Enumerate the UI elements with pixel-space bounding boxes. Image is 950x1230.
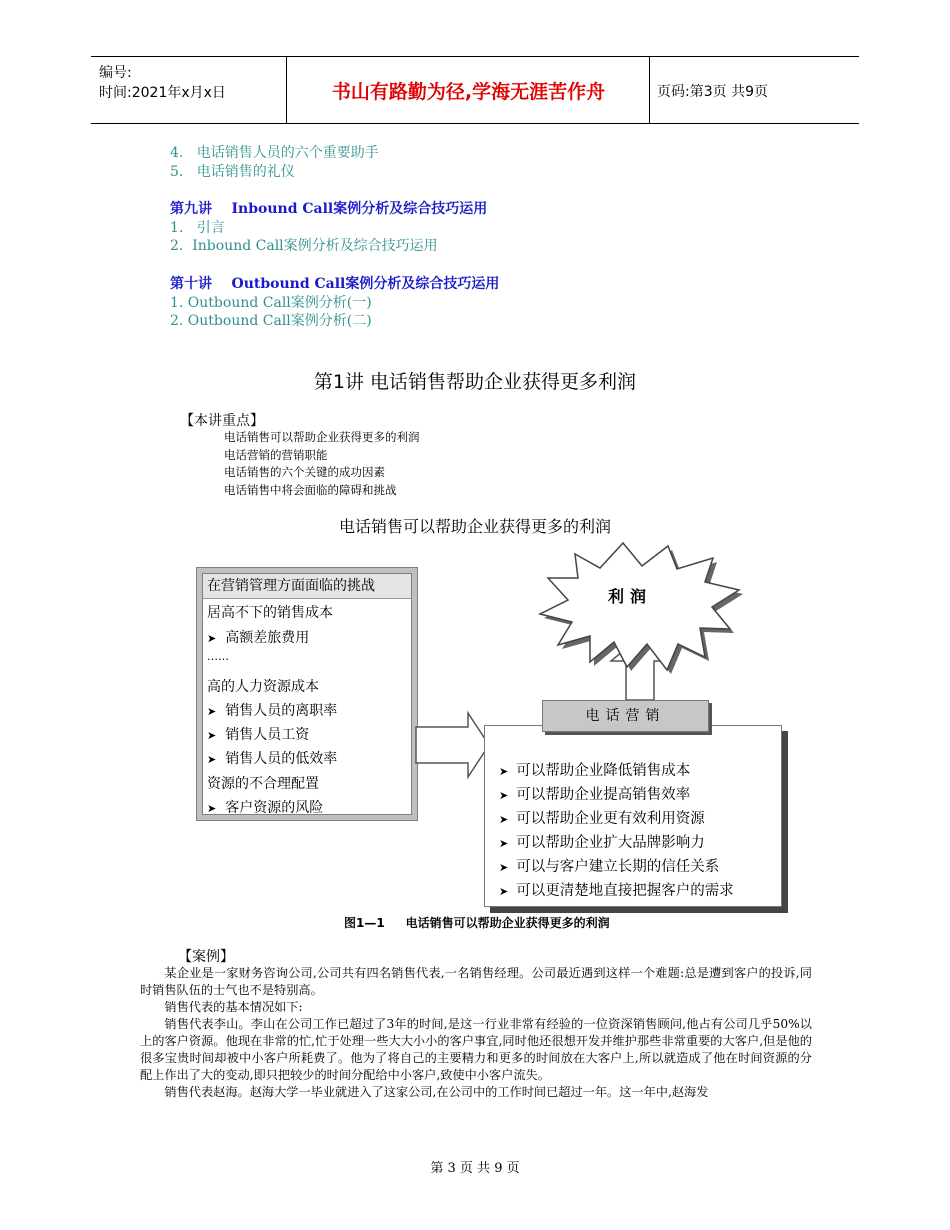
- lecture-title: 第1讲 电话销售帮助企业获得更多利润: [313, 371, 637, 393]
- page-footer: 第 3 页 共 9 页: [430, 1161, 520, 1176]
- benefit-text: 可以帮助企业提高销售效率: [516, 787, 691, 803]
- benefit-text: 可以帮助企业扩大品牌影响力: [516, 835, 705, 851]
- toc-item: 2. Inbound Call案例分析及综合技巧运用: [170, 238, 438, 254]
- challenge-heading: 高的人力资源成本: [207, 679, 319, 695]
- telemarketing-bar: 电话营销: [542, 700, 709, 732]
- benefit-text: 可以更清楚地直接把握客户的需求: [516, 883, 734, 899]
- benefit-text: 可以帮助企业更有效利用资源: [516, 811, 705, 827]
- benefit-item: [499, 879, 734, 900]
- toc-item: 1. Outbound Call案例分析(一): [170, 294, 372, 311]
- toc-item: 5. 电话销售的礼仪: [170, 163, 295, 180]
- benefit-item: [499, 759, 690, 780]
- challenge-ellipsis: ……: [207, 650, 229, 663]
- arrow-icon: ➤: [499, 789, 509, 802]
- focus-item: 电话销售的六个关键的成功因素: [224, 465, 385, 479]
- toc-item: 2. Outbound Call案例分析(二): [170, 313, 372, 329]
- benefits-box: [484, 725, 782, 907]
- case-heading: 【案例】: [178, 949, 234, 965]
- arrow-icon: ➤: [207, 753, 217, 766]
- figure-caption: 图1—1 电话销售可以帮助企业获得更多的利润: [344, 916, 610, 930]
- arrow-icon: ➤: [207, 632, 217, 645]
- profit-label: 利润: [607, 587, 652, 606]
- focus-item: 电话销售中将会面临的障碍和挑战: [224, 482, 397, 497]
- benefit-text: 可以帮助企业降低销售成本: [516, 763, 691, 779]
- challenge-bullet-text: 销售人员工资: [225, 727, 310, 743]
- focus-heading: 【本讲重点】: [180, 413, 264, 429]
- header-page-info: 页码:第3页 共9页: [657, 84, 768, 100]
- challenge-bullet-text: 销售人员的低效率: [225, 751, 338, 767]
- arrow-icon: ➤: [499, 837, 509, 850]
- time-label: 时间:2021年x月x日: [99, 85, 226, 101]
- toc-lecture-title: 第九讲 Inbound Call案例分析及综合技巧运用: [170, 201, 488, 217]
- benefit-item: [499, 831, 705, 852]
- number-label: 编号:: [99, 65, 132, 81]
- header-motto: 书山有路勤为径,学海无涯苦作舟: [331, 81, 606, 103]
- case-paragraph: 销售代表赵海。赵海大学一毕业就进入了这家公司,在公司中的工作时间已超过一年。这一年中,赵海发: [164, 1085, 709, 1099]
- arrow-icon: ➤: [207, 705, 217, 718]
- arrow-icon: ➤: [499, 765, 509, 778]
- challenge-heading: 居高不下的销售成本: [207, 605, 333, 621]
- case-paragraph: 某企业是一家财务咨询公司,公司共有四名销售代表,一名销售经理。公司最近遇到这样一个难题:总是遭到客户的投诉,同时销售队伍的士气也不是特别高。: [140, 966, 812, 997]
- arrow-icon: ➤: [207, 729, 217, 742]
- benefit-item: [499, 807, 705, 828]
- challenge-bullet-text: 销售人员的离职率: [225, 703, 338, 719]
- case-body: [140, 965, 812, 1101]
- arrow-icon: ➤: [499, 885, 509, 898]
- case-paragraph: 销售代表的基本情况如下:: [164, 1000, 303, 1014]
- right-arrow-icon: [416, 713, 489, 777]
- case-paragraph: 销售代表李山。李山在公司工作已超过了3年的时间,是这一行业非常有经验的一位资深销售顾问,他占有公司几乎50%以上的客户资源。他现在非常的忙,忙于处理一些大大小小的客户事宜,同时他还很想开发并维护那些非常重要的大客户,但是他的很多宝贵时间却被中小客户所耗费了。他为了将自己的主要精力和更多的时间放在大客户上,所以就造成了他在时间资源的分配上作出了大的变动,即只把较少的时间分配给中小客户,致使中小客户流失。: [140, 1017, 812, 1082]
- challenge-bullet-text: 客户资源的风险: [225, 800, 324, 816]
- benefit-text: 可以与客户建立长期的信任关系: [516, 859, 720, 875]
- benefit-item: [499, 783, 690, 804]
- benefit-item: [499, 855, 719, 876]
- arrow-icon: ➤: [499, 813, 509, 826]
- focus-item: 电话销售可以帮助企业获得更多的利润: [224, 430, 420, 444]
- toc-lecture-title: 第十讲 Outbound Call案例分析及综合技巧运用: [170, 276, 500, 292]
- challenges-header: 在营销管理方面面临的挑战: [203, 574, 411, 599]
- focus-item: 电话营销的营销职能: [224, 447, 328, 462]
- arrow-icon: ➤: [207, 802, 217, 815]
- challenge-heading: 资源的不合理配置: [207, 776, 319, 792]
- challenge-bullet-text: 高额差旅费用: [225, 630, 310, 646]
- toc-item: 1. 引言: [170, 219, 225, 236]
- toc-item: 4. 电话销售人员的六个重要助手: [170, 145, 379, 161]
- figure-title: 电话销售可以帮助企业获得更多的利润: [338, 517, 611, 536]
- arrow-icon: ➤: [499, 861, 509, 874]
